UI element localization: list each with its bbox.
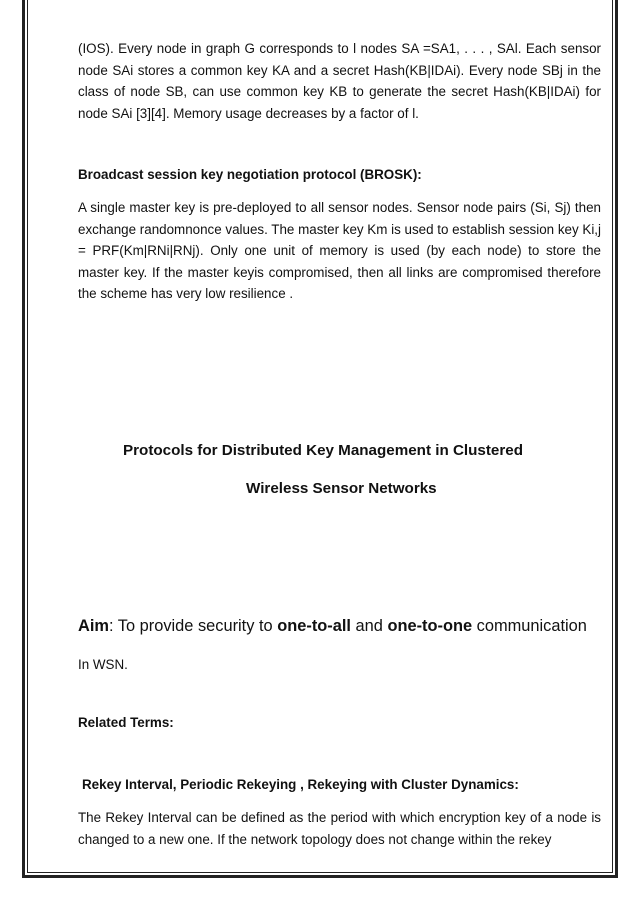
rekey-heading: Rekey Interval, Periodic Rekeying , Rekeying with Cluster Dynamics: <box>82 777 519 792</box>
rekey-paragraph: The Rekey Interval can be defined as the period with which encryption key of a node is changed to a new one. If the network topology does not change within the rekey <box>78 810 601 847</box>
brosk-heading: Broadcast session key negotiation protocol (BROSK): <box>78 167 422 182</box>
related-terms-heading: Related Terms: <box>78 715 174 730</box>
aim-text-b: and <box>350 617 388 635</box>
aim-text-a: : To provide security to <box>108 617 278 635</box>
aim-bold-one-to-one: one-to-one <box>387 617 473 635</box>
intro-paragraph: (IOS). Every node in graph G corresponds to l nodes SA =SA1, . . . , SAl. Each sensor node SAi stores a common key KA and a secret Hash(KB|IDAi). Every node SBj in the class of node SB, can use common key KB to generate the secret Hash(KB|IDAi) for node SAi [3][4]. Memory usage decreases by a factor of l. <box>78 41 601 121</box>
aim-label: Aim <box>78 617 109 635</box>
page-border-inner <box>27 0 613 873</box>
section-title-line-2: Wireless Sensor Networks <box>246 480 437 497</box>
aim-bold-one-to-all: one-to-all <box>277 617 351 635</box>
aim-text-c: communication <box>472 617 587 635</box>
aim-statement <box>78 616 587 638</box>
brosk-paragraph: A single master key is pre-deployed to all sensor nodes. Sensor node pairs (Si, Sj) then exchange randomnonce values. The master key Km is used to establish session key Ki,j = PRF(Km|RNi|RNj). Only one unit of memory is used (by each node) to store the master key. If the master keyis compromised, then all links are compromised therefore the scheme has very low resilience . <box>78 200 601 301</box>
section-title-line-1: Protocols for Distributed Key Management in Clustered <box>123 442 523 459</box>
aim-continuation: In WSN. <box>78 657 128 672</box>
